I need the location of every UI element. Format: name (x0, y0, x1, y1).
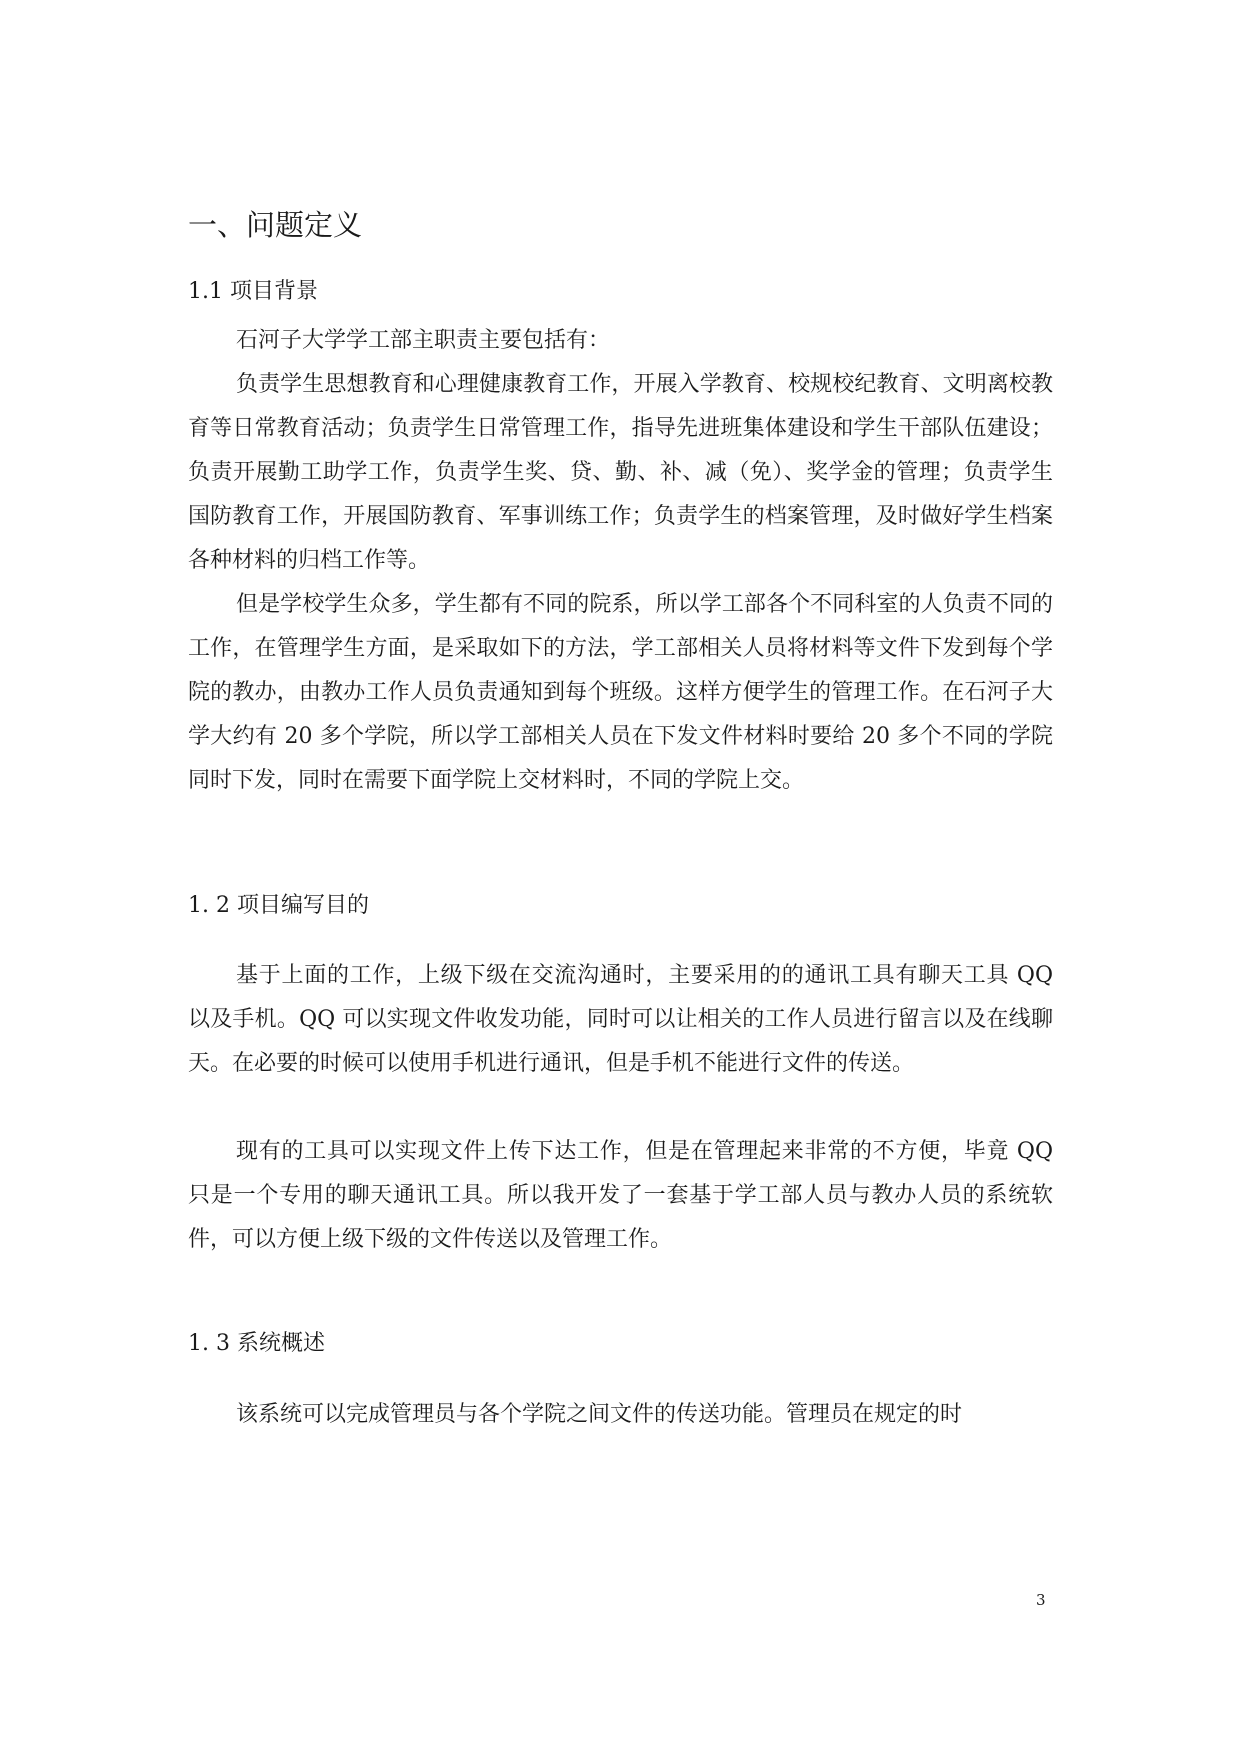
page-title: 一、问题定义 (188, 208, 363, 242)
paragraph: 负责学生思想教育和心理健康教育工作，开展入学教育、校规校纪教育、文明离校教育等日常教育活动；负责学生日常管理工作，指导先进班集体建设和学生干部队伍建设；负责开展勤工助学工作，负责学生奖、贷、勤、补、减（免）、奖学金的管理；负责学生国防教育工作，开展国防教育、军事训练工作；负责学生的档案管理，及时做好学生档案各种材料的归档工作等。 (188, 372, 1053, 573)
paragraph: 现有的工具可以实现文件上传下达工作，但是在管理起来非常的不方便，毕竟 QQ 只是一个专用的聊天通讯工具。所以我开发了一套基于学工部人员与教办人员的系统软件，可以方便上级下级的文件传送以及管理工作。 (188, 1139, 1053, 1252)
paragraph: 但是学校学生众多，学生都有不同的院系，所以学工部各个不同科室的人负责不同的工作，在管理学生方面，是采取如下的方法，学工部相关人员将材料等文件下发到每个学院的教办，由教办工作人员负责通知到每个班级。这样方便学生的管理工作。在石河子大学大约有 20 多个学院，所以学工部相关人员在下发文件材料时要给 20 多个不同的学院同时下发，同时在需要下面学院上交材料时，不同的学院上交。 (188, 592, 1053, 793)
paragraph: 基于上面的工作，上级下级在交流沟通时，主要采用的的通讯工具有聊天工具 QQ 以及手机。QQ 可以实现文件收发功能，同时可以让相关的工作人员进行留言以及在线聊天。在必要的时候可以使用手机进行通讯，但是手机不能进行文件的传送。 (188, 963, 1053, 1076)
paragraph: 该系统可以完成管理员与各个学院之间文件的传送功能。管理员在规定的时 (236, 1402, 963, 1427)
page-number: 3 (1036, 1591, 1046, 1609)
paragraph: 石河子大学学工部主职责主要包括有： (236, 328, 611, 353)
section-heading-1-1: 1.1 项目背景 (188, 279, 318, 304)
section-heading-1-2: 1. 2 项目编写目的 (188, 893, 369, 918)
section-heading-1-3: 1. 3 系统概述 (188, 1331, 325, 1356)
